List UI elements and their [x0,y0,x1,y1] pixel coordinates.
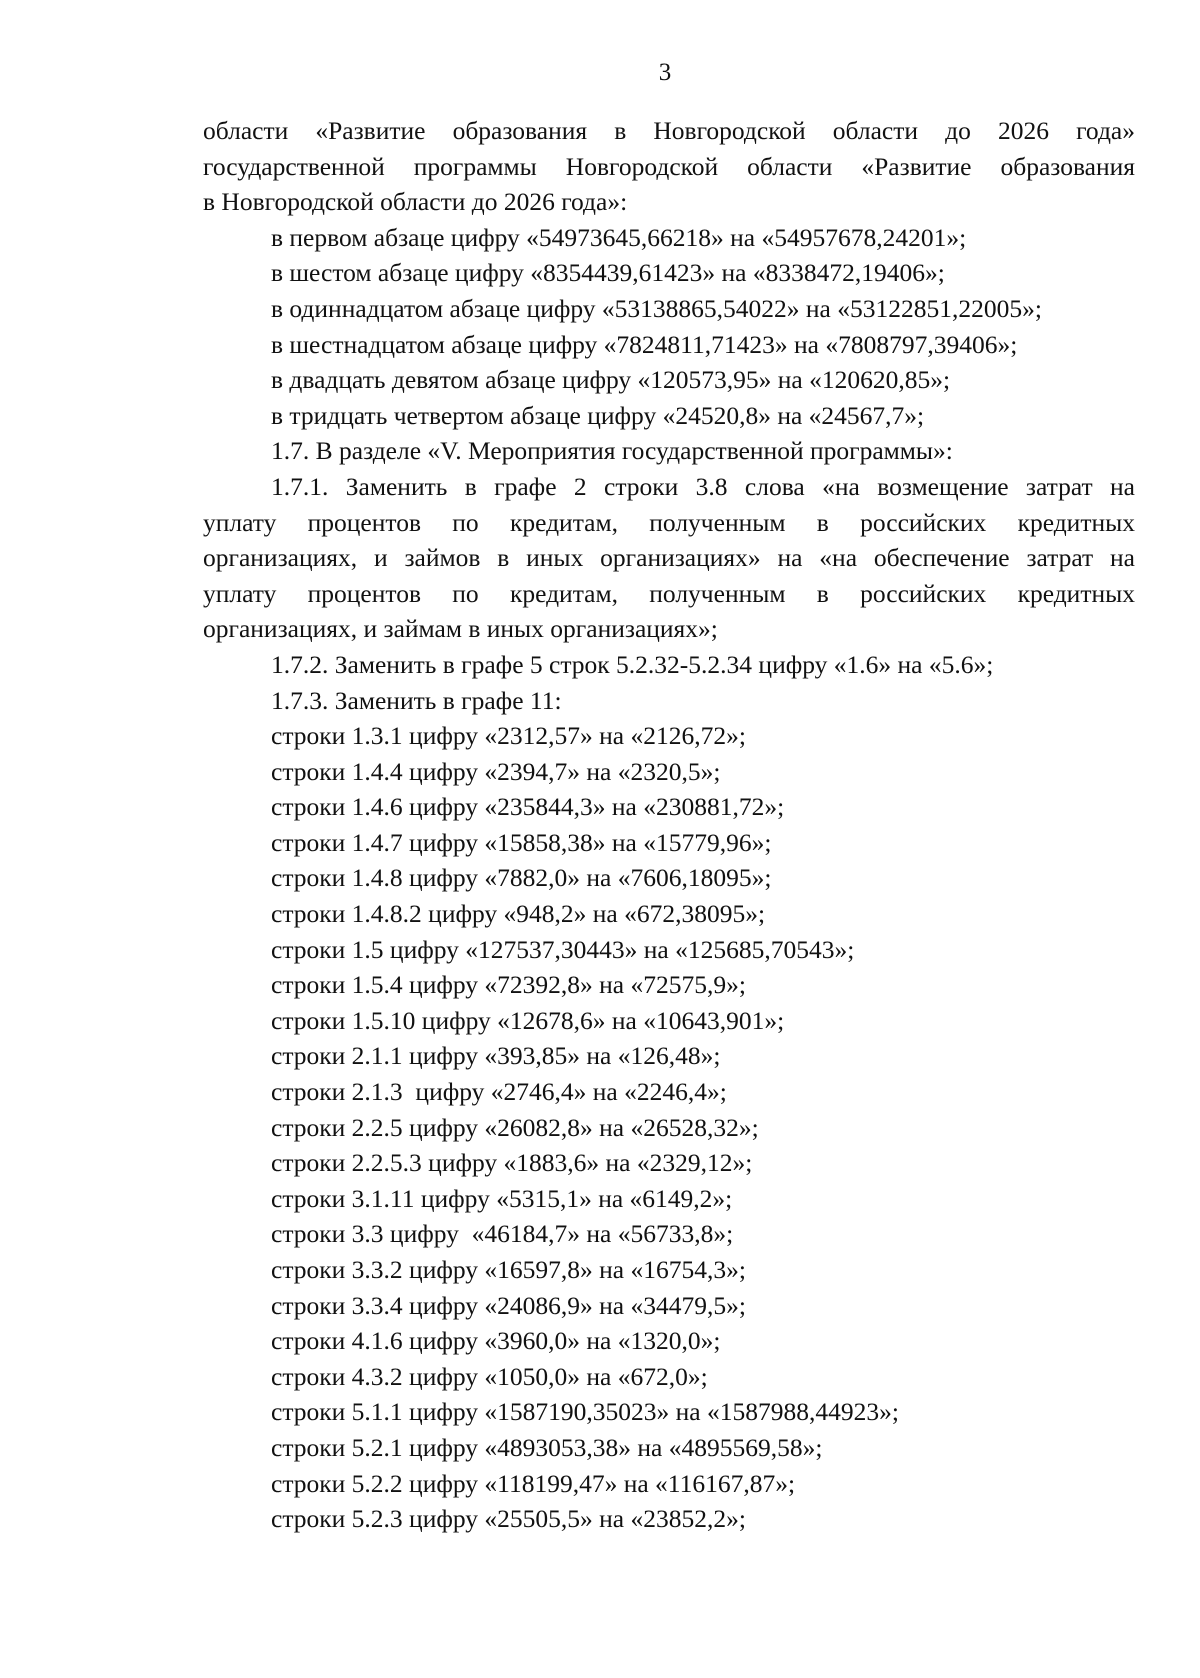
item-1-7-1-paragraph [203,469,1135,647]
list-item: строки 5.2.1 цифру «4893053,38» на «4895569,58»; [271,1432,823,1462]
list-item: строки 1.4.6 цифру «235844,3» на «230881,72»; [271,792,785,822]
list-item: строки 3.3.4 цифру «24086,9» на «34479,5»; [271,1290,746,1320]
list-item: строки 1.4.7 цифру «15858,38» на «15779,96»; [271,827,772,857]
list-item: строки 1.5.10 цифру «12678,6» на «10643,901»; [271,1005,785,1035]
text-line: уплату процентов по кредитам, полученным в российских кредитных [203,507,1135,537]
list-item: в одиннадцатом абзаце цифру «53138865,54022» на «53122851,22005»; [271,293,1042,323]
list-item: в тридцать четвертом абзаце цифру «24520,8» на «24567,7»; [271,400,925,430]
item-1-7-2: 1.7.2. Заменить в графе 5 строк 5.2.32-5.2.34 цифру «1.6» на «5.6»; [271,649,994,679]
text-line: области «Развитие образования в Новгородской области до 2026 года» [203,116,1135,145]
document-body [203,113,1135,1537]
text-line: организациях, и займам в иных организациях»; [203,614,718,644]
list-item: строки 1.4.8 цифру «7882,0» на «7606,18095»; [271,863,772,893]
list-item: в первом абзаце цифру «54973645,66218» на «54957678,24201»; [271,222,967,252]
row-change-list [203,718,1135,1537]
item-1-7-3-heading: 1.7.3. Заменить в графе 11: [271,685,562,715]
list-item: в шестнадцатом абзаце цифру «7824811,71423» на «7808797,39406»; [271,329,1018,359]
list-item: строки 4.3.2 цифру «1050,0» на «672,0»; [271,1361,708,1391]
text-line: 1.7.1. Заменить в графе 2 строки 3.8 слова «на возмещение затрат на [271,471,1135,501]
text-line: государственной программы Новгородской области «Развитие образования [203,151,1135,181]
list-item: строки 4.1.6 цифру «3960,0» на «1320,0»; [271,1326,721,1356]
text-line: в Новгородской области до 2026 года»: [203,187,628,217]
list-item: строки 2.1.3 цифру «2746,4» на «2246,4»; [271,1077,727,1107]
list-item: строки 1.5.4 цифру «72392,8» на «72575,9»; [271,970,746,1000]
list-item: строки 2.1.1 цифру «393,85» на «126,48»; [271,1041,721,1071]
list-item: строки 3.3.2 цифру «16597,8» на «16754,3»; [271,1255,746,1284]
list-item: в двадцать девятом абзаце цифру «120573,95» на «120620,85»; [271,365,951,395]
list-item: строки 5.1.1 цифру «1587190,35023» на «1587988,44923»; [271,1397,899,1427]
intro-paragraph [203,113,1135,220]
list-item: строки 5.2.2 цифру «118199,47» на «116167,87»; [271,1468,796,1498]
list-item: в шестом абзаце цифру «8354439,61423» на «8338472,19406»; [271,258,945,288]
list-item: строки 3.3 цифру «46184,7» на «56733,8»; [271,1219,734,1249]
list-item: строки 1.4.8.2 цифру «948,2» на «672,38095»; [271,899,766,929]
list-item: строки 2.2.5.3 цифру «1883,6» на «2329,12»; [271,1148,753,1178]
list-item: строки 3.1.11 цифру «5315,1» на «6149,2»; [271,1183,733,1213]
list-item: строки 5.2.3 цифру «25505,5» на «23852,2»; [271,1504,746,1534]
section-heading: 1.7. В разделе «V. Мероприятия государственной программы»: [271,436,953,466]
text-line: организациях, и займов в иных организациях» на «на обеспечение затрат на [203,543,1135,573]
list-item: строки 1.5 цифру «127537,30443» на «125685,70543»; [271,934,855,964]
abzac-change-list [203,220,1135,434]
list-item: строки 1.4.4 цифру «2394,7» на «2320,5»; [271,756,721,786]
text-line: уплату процентов по кредитам, полученным в российских кредитных [203,578,1135,608]
list-item: строки 1.3.1 цифру «2312,57» на «2126,72»; [271,721,746,751]
page-number: 3 [658,59,672,86]
list-item: строки 2.2.5 цифру «26082,8» на «26528,32»; [271,1112,759,1142]
